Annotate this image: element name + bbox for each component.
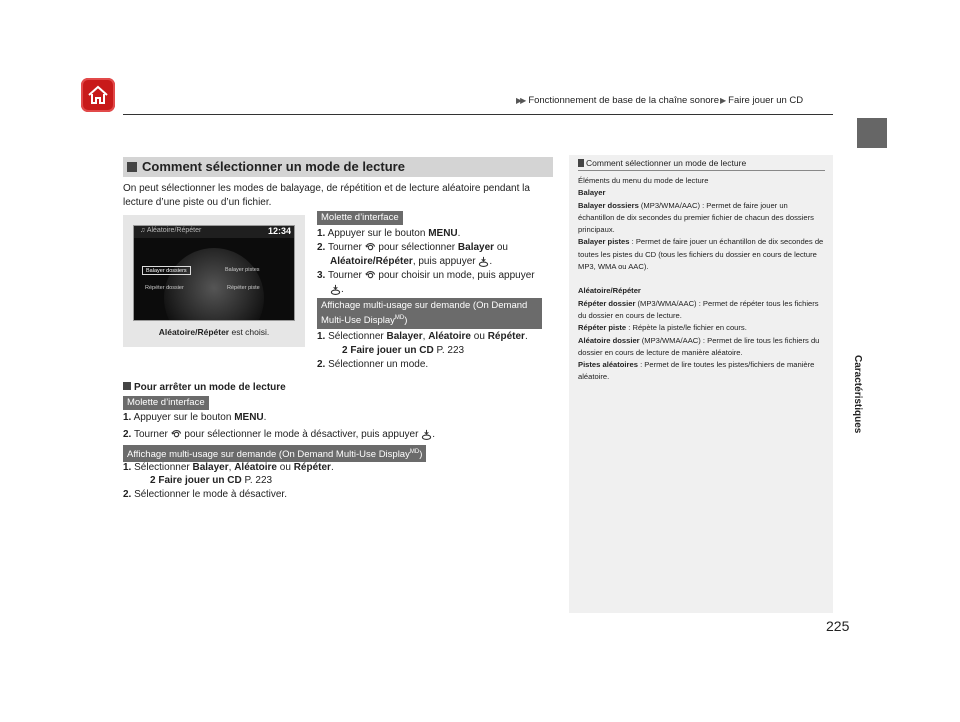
screen-illustration [123, 215, 305, 347]
select-dial-step-3-cont: . [330, 283, 344, 297]
press-dial-icon [478, 256, 489, 267]
square-bullet-icon [127, 162, 137, 172]
dial-tag: Molette d’interface [317, 211, 403, 225]
intro-text: On peut sélectionner les modes de balayage, de répétition et de lecture aléatoire pendant la lecture d’une piste ou d’un fichier. [123, 183, 530, 208]
page-number: 225 [826, 618, 850, 634]
display-option: Balayer pistes [225, 267, 260, 273]
breadcrumb [516, 95, 803, 106]
cross-reference-link[interactable]: 2 Faire jouer un CD P. 223 [150, 475, 273, 486]
display-option: Répéter dossier [145, 285, 184, 291]
breadcrumb-item[interactable]: Fonctionnement de base de la chaîne sonore [528, 95, 719, 106]
press-dial-icon [421, 429, 432, 440]
note-body [578, 175, 826, 384]
note-item: Pistes aléatoires : Permet de lire toutes les pistes/fichiers de manière aléatoire. [578, 360, 815, 382]
screen-caption: Aléatoire/Répéter est choisi. [158, 327, 270, 337]
select-dial-step-2: 2. Tourner pour sélectionner Balayer ou [317, 242, 508, 253]
select-dial-step-1: 1. Appuyer sur le bouton MENU. [317, 228, 461, 239]
ref-arrow-icon: 2 [342, 345, 348, 356]
stop-dial-step-1: 1. Appuyer sur le bouton MENU. [123, 412, 267, 423]
display-clock: 12:34 [267, 226, 291, 236]
cross-reference-link[interactable]: 2 Faire jouer un CD P. 223 [342, 345, 465, 356]
ref-arrow-icon: 2 [150, 475, 156, 486]
section-header [123, 157, 553, 177]
press-dial-icon [330, 284, 341, 295]
note-subheading: Balayer [578, 188, 606, 198]
stop-mode-heading: Pour arrêter un mode de lecture [123, 382, 286, 393]
square-bullet-icon [123, 382, 131, 390]
display-option: Répéter piste [227, 285, 260, 291]
chapter-tab [857, 118, 887, 148]
rotate-dial-icon [365, 242, 376, 253]
note-item: Aléatoire dossier (MP3/WMA/AAC) : Permet de lire tous les fichiers du dossier en cours de lecture de manière aléatoire. [578, 335, 820, 357]
odmd-tag: Affichage multi-usage sur demande (On Demand Multi-Use Display$^{MD}$) [317, 298, 542, 329]
side-note-panel [569, 155, 833, 613]
note-item: Balayer dossiers (MP3/WMA/AAC) : Permet de faire jouer un échantillon de dix secondes du premier fichier de chacun des dossiers principaux. [578, 200, 814, 235]
note-item: Répéter dossier (MP3/WMA/AAC) : Permet de répéter tous les fichiers du dossier en cours de lecture. [578, 298, 819, 320]
home-button[interactable] [81, 78, 115, 112]
note-icon [578, 159, 584, 167]
note-item: Répéter piste : Répète la piste/le fichier en cours. [578, 323, 747, 333]
note-heading: Comment sélectionner un mode de lecture [578, 158, 746, 168]
breadcrumb-arrow-icon: ▶▶ [516, 96, 525, 105]
header-divider [123, 114, 833, 115]
home-icon [86, 83, 110, 107]
select-odmd-step-2: 2. Sélectionner un mode. [317, 359, 429, 370]
rotate-dial-icon [171, 429, 182, 440]
note-divider [578, 170, 825, 171]
select-odmd-step-1: 1. Sélectionner Balayer, Aléatoire ou Répéter. [317, 331, 528, 342]
note-item: Balayer pistes : Permet de faire jouer un échantillon de dix secondes de toutes les pistes du CD (tous les fichiers du dossier en cours de lecture MP3, WMA ou AAC). [578, 237, 824, 272]
breadcrumb-item-current[interactable]: Faire jouer un CD [728, 95, 804, 106]
odmd-tag: Affichage multi-usage sur demande (On Demand Multi-Use Display$^{MD}$) [123, 445, 426, 462]
note-subheading: Aléatoire/Répéter [578, 286, 641, 296]
display-title: ♫ Aléatoire/Répéter [140, 227, 202, 234]
breadcrumb-arrow-icon: ▶ [719, 96, 725, 105]
dial-tag: Molette d’interface [123, 396, 209, 410]
section-title: Comment sélectionner un mode de lecture [142, 159, 405, 174]
audio-display [133, 225, 295, 321]
rotate-dial-icon [365, 270, 376, 281]
stop-dial-step-2: 2. Tourner pour sélectionner le mode à désactiver, puis appuyer . [123, 429, 436, 440]
stop-odmd-step-2: 2. Sélectionner le mode à désactiver. [123, 489, 287, 500]
display-option: Balayer dossiers [142, 266, 191, 275]
note-line: Éléments du menu du mode de lecture [578, 176, 709, 185]
stop-odmd-step-1: 1. Sélectionner Balayer, Aléatoire ou Répéter. [123, 462, 334, 473]
select-dial-step-2-cont: Aléatoire/Répéter, puis appuyer . [330, 256, 493, 267]
chapter-label: Caractéristiques [852, 355, 863, 434]
select-dial-step-3: 3. Tourner pour choisir un mode, puis appuyer [317, 270, 535, 281]
